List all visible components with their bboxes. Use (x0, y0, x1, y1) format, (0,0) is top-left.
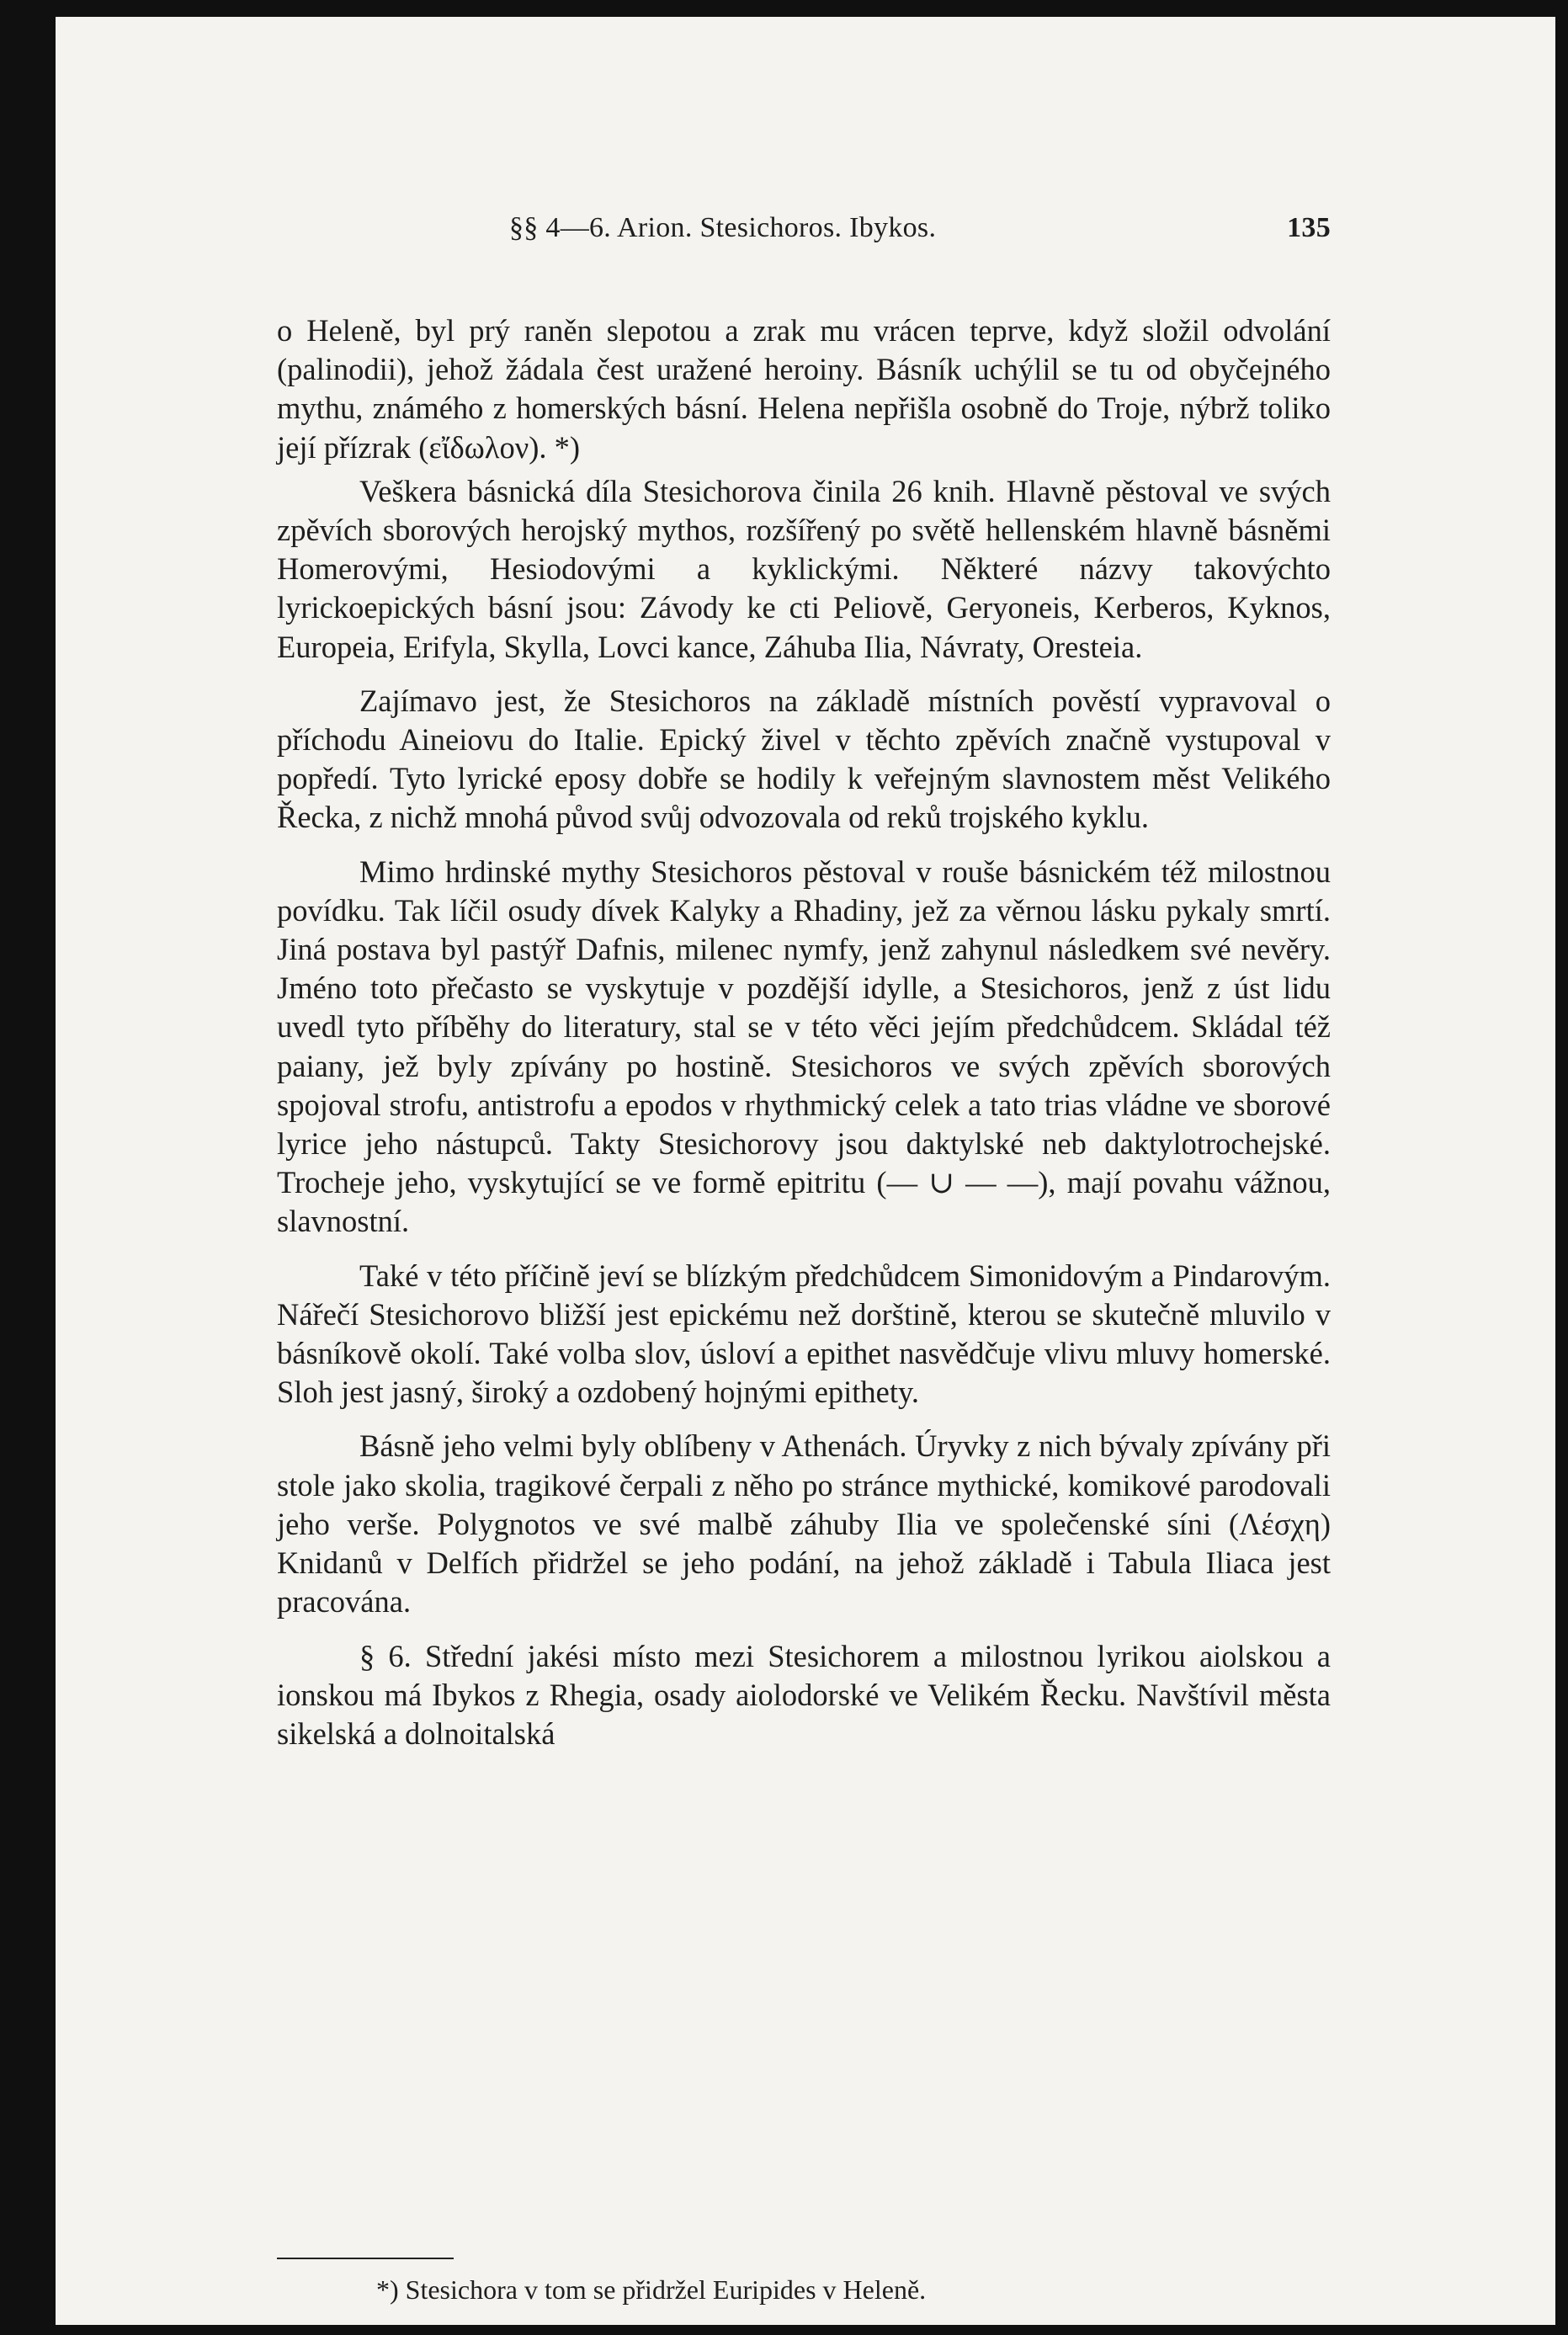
footnote-rule (277, 2258, 454, 2259)
paragraph-3: Zajímavo jest, že Stesichoros na základě místních pověstí vypravoval o příchodu Aineiovu do Italie. Epický živel v těchto zpěvích značně vystupoval v popředí. Tyto lyrické eposy dobře se hodily k veřejným slavnostem měst Velikého Řecka, z nichž mnohá původ svůj odvozovala od reků trojského kyklu. (277, 683, 1331, 835)
footnote: *) Stesichora v tom se přidržel Euripides v Heleně. (376, 2274, 927, 2305)
paragraph-1: o Heleně, byl prý raněn slepotou a zrak mu vrácen teprve, když složil odvolání (palinodii), jehož žádala čest uražené heroiny. Básník uchýlil se tu od obyčejného mythu, známého z homerských básní. Helena nepřišla osobně do Troje, nýbrž toliko její přízrak (εἴδωλον). *) (277, 313, 1331, 465)
paragraph-7: § 6. Střední jakési místo mezi Stesichorem a milostnou lyrikou aiolskou a ionskou má Ibykos z Rhegia, osady aiolodorské ve Velikém Řecku. Navštívil města sikelská a dolnoitalská (277, 1638, 1331, 1751)
body-text (277, 311, 1331, 1769)
page-header (277, 212, 1331, 259)
paragraph-2: Veškera básnická díla Stesichorova činila 26 knih. Hlavně pěstoval ve svých zpěvích sborových herojský mythos, rozšířený po světě hellenském hlavně básněmi Homerovými, Hesiodovými a kyklickými. Některé názvy takovýchto lyrickoepických básní jsou: Závody ke cti Peliově, Geryoneis, Kerberos, Kyknos, Europeia, Erifyla, Skylla, Lovci kance, Záhuba Ilia, Návraty, Oresteia. (277, 473, 1331, 664)
paragraph-4: Mimo hrdinské mythy Stesichoros pěstoval v rouše básnickém též milostnou povídku. Tak líčil osudy dívek Kalyky a Rhadiny, jež za věrnou lásku pykaly smrtí. Jiná postava byl pastýř Dafnis, milenec nymfy, jenž zahynul následkem své nevěry. Jméno toto přečasto se vyskytuje v pozdější idylle, a Stesichoros, jenž z úst lidu uvedl tyto příběhy do literatury, stal se v této věci jejím předchůdcem. Skládal též paiany, jež byly zpívány po hostině. Stesichoros ve svých zpěvích sborových spojoval strofu, antistrofu a epodos v rhythmický celek a tato trias vládne ve sborové lyrice jeho nástupců. Takty Stesichorovy jsou daktylské neb daktylotrochejské. Trocheje jeho, vyskytující se ve formě epitritu (— ∪ — —), mají povahu vážnou, slavnostní. (277, 854, 1331, 1239)
page-number: 135 (1287, 212, 1331, 243)
running-head: §§ 4—6. Arion. Stesichoros. Ibykos. (509, 212, 937, 243)
book-page (56, 17, 1555, 2325)
paragraph-6: Básně jeho velmi byly oblíbeny v Athenách. Úryvky z nich bývaly zpívány při stole jako skolia, tragikové čerpali z něho po stránce mythické, komikové parodovali jeho verše. Polygnotos ve své malbě záhuby Ilia ve společenské síni (Λέσχη) Knidanů v Delfích přidržel se jeho podání, na jehož základě i Tabula Iliaca jest pracována. (277, 1428, 1331, 1620)
paragraph-5: Také v této příčině jeví se blízkým předchůdcem Simonidovým a Pindarovým. Nářečí Stesichorovo bližší jest epickému než dorštině, kterou se skutečně mluvilo v básníkově okolí. Také volba slov, úsloví a epithet nasvědčuje vlivu mluvy homerské. Sloh jest jasný, široký a ozdobený hojnými epithety. (277, 1258, 1331, 1410)
text-column (277, 212, 1331, 1751)
